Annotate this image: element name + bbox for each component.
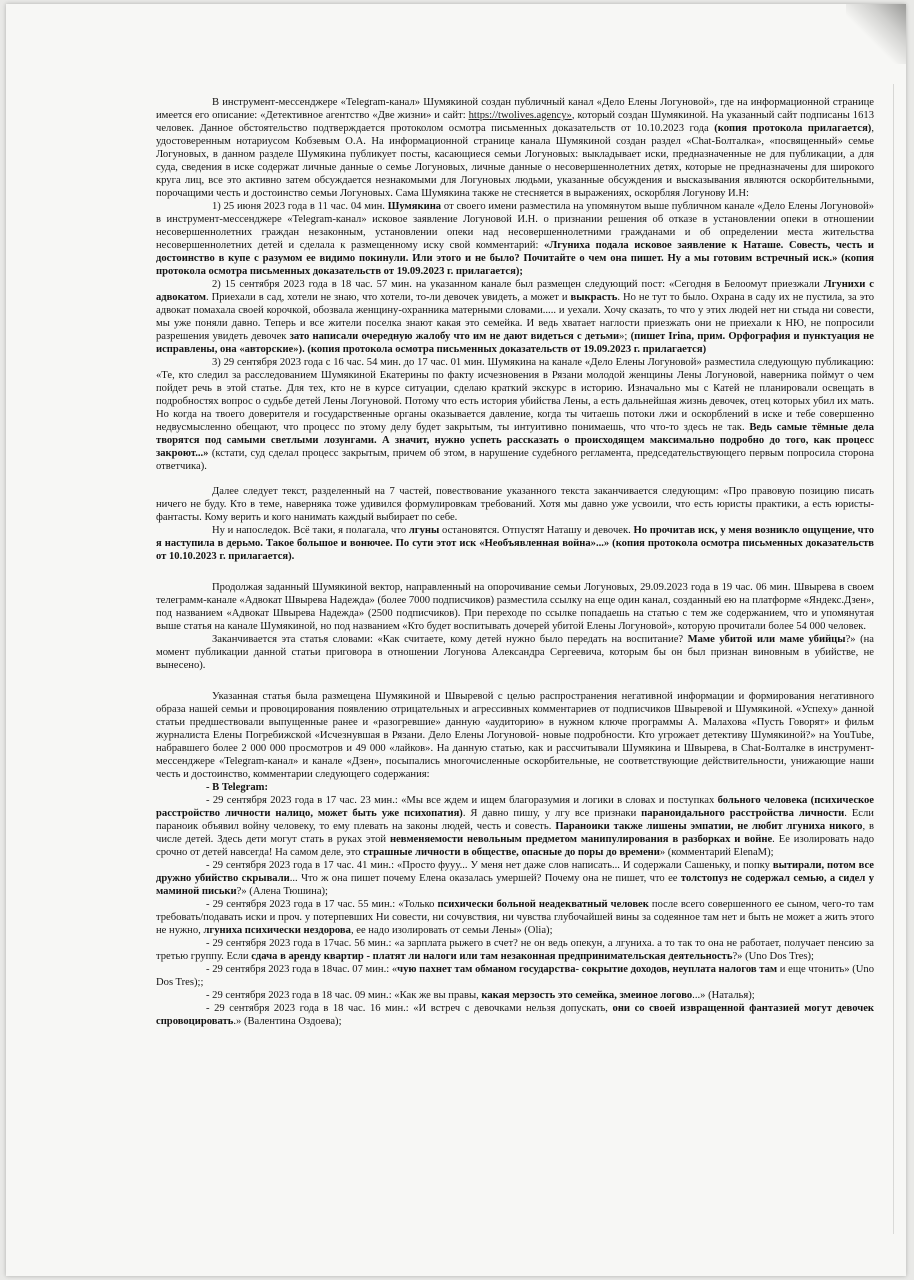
- comment-5: [156, 963, 874, 989]
- text-span: 2) 15 сентября 2023 года в 18 час. 57 мин. на указанном канале был размещен следующий пост: «Сегодня в Белоомут приезжали: [212, 279, 824, 290]
- text-span: Ну и напоследок. Всё таки, я полагала, что: [212, 525, 409, 536]
- text-span: , который создан Шумякиной. На указанный сайт подписаны 1613 человек. Данное обстоятельство подтверждается протоколом осмотра письменных доказательств от 10.10.2023 года: [156, 110, 874, 134]
- bold-span: (копия протокола прилагается): [714, 123, 872, 134]
- text-span: .» (Валентина Оздоева);: [233, 1016, 342, 1027]
- text-span: , ее надо изолировать от семьи Лены» (Olia);: [350, 925, 553, 936]
- comment-7: [156, 1002, 874, 1028]
- text-span: . Если параноик объявил войну человеку, то ему плевать на законы людей, честь и совесть.: [156, 808, 874, 832]
- text-span: - 29 сентября 2023 года в 17 час. 55 мин.: «Только: [206, 899, 438, 910]
- text-span: » (комментарий ElenaM);: [659, 847, 774, 858]
- text-span: - 29 сентября 2023 года в 18 час. 09 мин.: «Как же вы правы,: [206, 990, 482, 1001]
- text-span: и еще чтонить» (Uno Dos Tres);;: [156, 964, 875, 988]
- text-span: от своего имени разместила на упомянутом выше публичном канале «Дело Елены Логуновой» в инструмент-мессенджере «Telegram-канал» исковое заявление Логуновой И.Н. о признании решения об отказе в установлении опеки в отношении несовершеннолетних граждан незаконным, установлении опеки над несовершеннолетними гражданами и об определении места жительства несовершеннолетних детей и сделала к размещенному иску свой комментарий:: [156, 201, 875, 251]
- page-corner-shadow: [846, 4, 906, 64]
- bold-span: психически больной неадекватный человек: [437, 899, 649, 910]
- text-span: - 29 сентября 2023 года в 18час. 07 мин.: «: [206, 964, 398, 975]
- bold-span: (копия протокола осмотра письменных доказательств от 19.09.2023 г. прилагается);: [156, 253, 874, 277]
- paragraph-article-ending: [156, 633, 874, 672]
- text-span: (кстати, суд сделал процесс закрытым, причем об этом, в нарушение судебного регламента, председательствующего первым попросила сторона ответчика).: [156, 448, 874, 472]
- bold-span: Лгунихи с адвокатом: [156, 279, 874, 303]
- text-span: . Но не тут то было. Охрана в саду их не пустила, за это адвокат помахала своей корочкой, обозвала женщину-охранника матерными словами..... и уехали. Хочу сказать, то что у этих людей нет ни стыда ни совести, мы уже поняли давно. Теперь и все жители поселка знают какая это семейка. И ведь хватает наглости приезжать они не приехали к НЮ, не попросили разрешения увидеть девочек: [156, 292, 874, 342]
- text-span: . Ее изолировать надо срочно от детей навсегда! На самом деле, это: [156, 834, 875, 858]
- document-body: [156, 96, 874, 1028]
- bold-span: (пишет Irina, прим. Орфография и пунктуация не исправлены, она «авторские»). (копия протокола осмотра письменных доказательств от 19.09.2023 г. прилагается): [156, 331, 874, 355]
- bold-span: Параноики также лишены эмпатии, не любит лгуниха никого: [555, 821, 863, 832]
- bold-span: вытирали, потом все дружно убийство скрывали: [156, 860, 874, 884]
- bold-span: какая мерзость это семейка, змеиное логово: [481, 990, 693, 1001]
- comment-6: [156, 989, 874, 1002]
- text-span: , в числе детей. Здесь дети могут стать в руках этой: [156, 821, 874, 845]
- bold-span: Шумякина: [387, 201, 442, 212]
- comment-1: [156, 794, 874, 859]
- document-page: [6, 4, 906, 1276]
- text-span: ?» (Uno Dos Tres);: [732, 951, 815, 962]
- paragraph-shvyreva: Продолжая заданный Шумякиной вектор, направленный на опорочивание семьи Логуновых, 29.09.2023 года в 19 час. 06 мин. Швырева в своем телеграмм-канале «Адвокат Швырева Надежда» (более 7000 подписчиков) разместила ссылку на еще один канал, созданный ею на платформе «Яндекс.Дзен», под названием «Адвокат Швырева Надежда» (2500 подписчиков). При переходе по ссылке попадаешь на статью с тем же содержанием, что и упомянутая выше статья на канале Шумякиной, но под названием «Кто будет воспитывать дочерей убитой Елены Логуновой», которую прочитали более 54 000 человек.: [156, 582, 874, 632]
- text-span: 1) 25 июня 2023 года в 11 час. 04 мин.: [212, 201, 388, 212]
- paragraph-finale: [156, 524, 874, 563]
- bold-span: сдача в аренду квартир - платят ли налоги или там незаконная предпринимательская деятельность: [251, 951, 733, 962]
- website-link[interactable]: https://twolives.agency»: [468, 110, 572, 121]
- comment-4: [156, 937, 874, 963]
- text-span: Заканчивается эта статья словами: «Как считаете, кому детей нужно было передать на воспитание?: [212, 634, 688, 645]
- bold-span: толстопуз не содержал семью, а сидел у маминой письки: [156, 873, 874, 897]
- text-span: - 29 сентября 2023 года в 17 час. 41 мин.: «Просто фууу... У меня нет даже слов написать... И содержали Сашеньку, и попку: [206, 860, 773, 871]
- bold-span: чую пахнет там обманом государства- сокрытие доходов, неуплата налогов там: [397, 964, 778, 975]
- bold-span: выкрасть: [570, 292, 618, 303]
- text-span: ?» (Алена Тюшина);: [236, 886, 329, 897]
- bold-span: они со своей извращенной фантазией могут девочек спровоцировать: [156, 1003, 874, 1027]
- text-span: ?» (на момент публикации данной статьи приговора в отношении Логунова Александра Сергеевича, которым бы он был признан виновным в убийстве, не вынесено).: [156, 634, 874, 671]
- comment-3: [156, 898, 874, 937]
- bold-span: лгуниха психически нездорова: [203, 925, 351, 936]
- text-span: »;: [619, 331, 631, 342]
- bold-span: страшные личности в обществе, опасные до поры до времени: [363, 847, 660, 858]
- bold-span: Маме убитой или маме убийцы: [687, 634, 846, 645]
- bold-span: лгуны: [408, 525, 440, 536]
- text-span: 3) 29 сентября 2023 года с 16 час. 54 мин. до 17 час. 01 мин. Шумякина на канале «Дело Елены Логуновой» разместила следующую публикацию: «Те, кто следил за расследованием Шумякиной Екатерины по факту исчезновения в Рязани молодой женщины Лены Логуновой, наверника поймут о чем пойдет речь в этой статье. Для тех, кто не в курсе ситуации, сделаю краткий экскурс в историю. Изначально мы с Катей не планировали освещать в подробностях вопрос о судьбе детей Лены Логуновой. Потому что есть история убийства Лены, а есть дальнейшая жизнь девочек, отец которых убил их мать. Но когда на твоего доверителя и государственные органы оказывается давление, когда ты читаешь потоки лжи и оскорблений в иске и тебе совершенно недвусмысленно обещают, что процесс по этому делу будет закрытым, ты интуитивно понимаешь, что что-то здесь не так.: [156, 357, 874, 433]
- text-span: . Приехали в сад, хотели не знаю, что хотели, то-ли девочек увидеть, а может и: [205, 292, 571, 303]
- telegram-subheading: - В Telegram:: [206, 782, 268, 793]
- text-span: ... Что ж она пишет почему Елена оказалась умершей? Почему она не пишет, что ее: [289, 873, 681, 884]
- page-fold-line: [893, 84, 894, 1234]
- text-span: остановятся. Отпустят Наташу и девочек.: [439, 525, 634, 536]
- comment-2: [156, 859, 874, 898]
- text-span: , удостоверенным нотариусом Кобзевым О.А. На информационной странице канала Шумякиной создан раздел «Chat-Болталка», «посвященный» семье Логуновых, в данном разделе Шумякина публикует посты, касающиеся семьи Логуновых: выкладывает иски, предназначенные не для публикации, а для суда, сведения в иске содержат личные данные о семье Логуновых, личные данные о несовершеннолетних детях, которые не предназначены для широкого круга лиц, все это активно затем обсуждается незнакомыми для Логуновых людьми, указанные обсуждения и высказывания являются оскорбительными, порочащими честь и достоинство семьи Логуновых. Сама Шумякина также не стесняется в выражениях, оскорбляя Логунову И.Н:: [156, 123, 874, 199]
- bold-span: параноидального расстройства личности: [641, 808, 845, 819]
- bold-span: «Лгуниха подала исковое заявление к Наташе. Совесть, честь и достоинство в купе с разумом ее видимо покинули. Или этого и не было? Почитайте о чем она пишет. Ну а мы готовим встречный иск.»: [156, 240, 874, 264]
- paragraph-purpose: Указанная статья была размещена Шумякиной и Швыревой с целью распространения негативной информации и формирования негативного образа нашей семьи и провоцирования появлению отрицательных и агрессивных комментариев от подписчиков Швыревой и Шумякиной. «Успеху» данной статьи предшествовали выпущенные ранее и «разогревшие» данную «аудиторию» в нужном ключе программы А. Малахова «Пусть Говорят» и фильм журналиста Елены Погребижской «Исчезнувшая в Рязани. Дело Елены Логуновой- новые подробности. Кто угрожает детективу Шумякиной?» на YouTube, набравшего более 2 000 000 просмотров и 49 000 «лайков». На данную статью, как и рассчитывали Шумякина и Швырева, в Chat-Болталке в инструмент-мессенджере «Telegram-канал» и канале «Дзен», посыпались многочисленные оскорбительные, не соответствующие действительности, унижающие наши честь и достоинство, комментарии следующего содержания:: [156, 691, 874, 780]
- bold-span: Ведь самые тёмные дела творятся под самыми светлыми лозунгами. А значит, нужно успеть рассказать о происходящем максимально подробно до того, как процесс закроют...»: [156, 422, 874, 459]
- text-span: ...» (Наталья);: [692, 990, 755, 1001]
- paragraph-item-3: [156, 356, 874, 473]
- text-span: - 29 сентября 2023 года в 17час. 56 мин.: «а зарплата рыжего в счет? не он ведь опекун, а лгуниха. а то так то она не работает, получает пенсию за третью группу. Если: [156, 938, 874, 962]
- text-span: - 29 сентября 2023 года в 17 час. 23 мин.: «Мы все ждем и ищем благоразумия и логики в словах и поступках: [206, 795, 718, 806]
- paragraph-item-2: [156, 278, 874, 356]
- paragraph-intro: [156, 96, 874, 200]
- paragraph-item-1: [156, 200, 874, 278]
- text-span: после всего совершенного ее сыном, чего-то там требовать/подавать иски и проч. у потерпевших Ни совести, ни сочувствия, ни чувства глубочайшей вины за содеянное там нет и быть не может а жить этого не нужно,: [156, 899, 874, 936]
- bold-span: (копия протокола осмотра письменных доказательств от 10.10.2023 г. прилагается).: [156, 538, 874, 562]
- bold-span: зато написали очередную жалобу что им не дают видеться с детьми: [289, 331, 620, 342]
- paragraph-continuation: Далее следует текст, разделенный на 7 частей, повествование указанного текста заканчивается следующим: «Про правовую позицию писать ничего не буду. Кто в теме, наверняка тоже удивился формулировкам требований. Хотя мы давно уже усвоили, что есть юристы практики, а есть юристы-фантасты. Кому верить и кого нанимать каждый выбирает по себе.: [156, 486, 874, 523]
- text-span: - 29 сентября 2023 года в 18 час. 16 мин.: «И встреч с девочками нельзя допускать,: [206, 1003, 613, 1014]
- bold-span: Но прочитав иск, у меня возникло ощущение, что я наступила в дерьмо. Такое большое и вонючее. По сути этот иск «Необъявленная война»...»: [156, 525, 874, 549]
- bold-span: больного человека (психическое расстройство личности налицо, может быть уже психопатия): [156, 795, 874, 819]
- text-span: В инструмент-мессенджере «Telegram-канал» Шумякиной создан публичный канал «Дело Елены Логуновой», где на информационной странице имеется его описание: «Детективное агентство «Две жизни» и сайт:: [156, 97, 874, 121]
- text-span: . Я давно пишу, у лгу все признаки: [462, 808, 642, 819]
- bold-span: невменяемости невольным предметом манипулирования в разборках и войне: [389, 834, 773, 845]
